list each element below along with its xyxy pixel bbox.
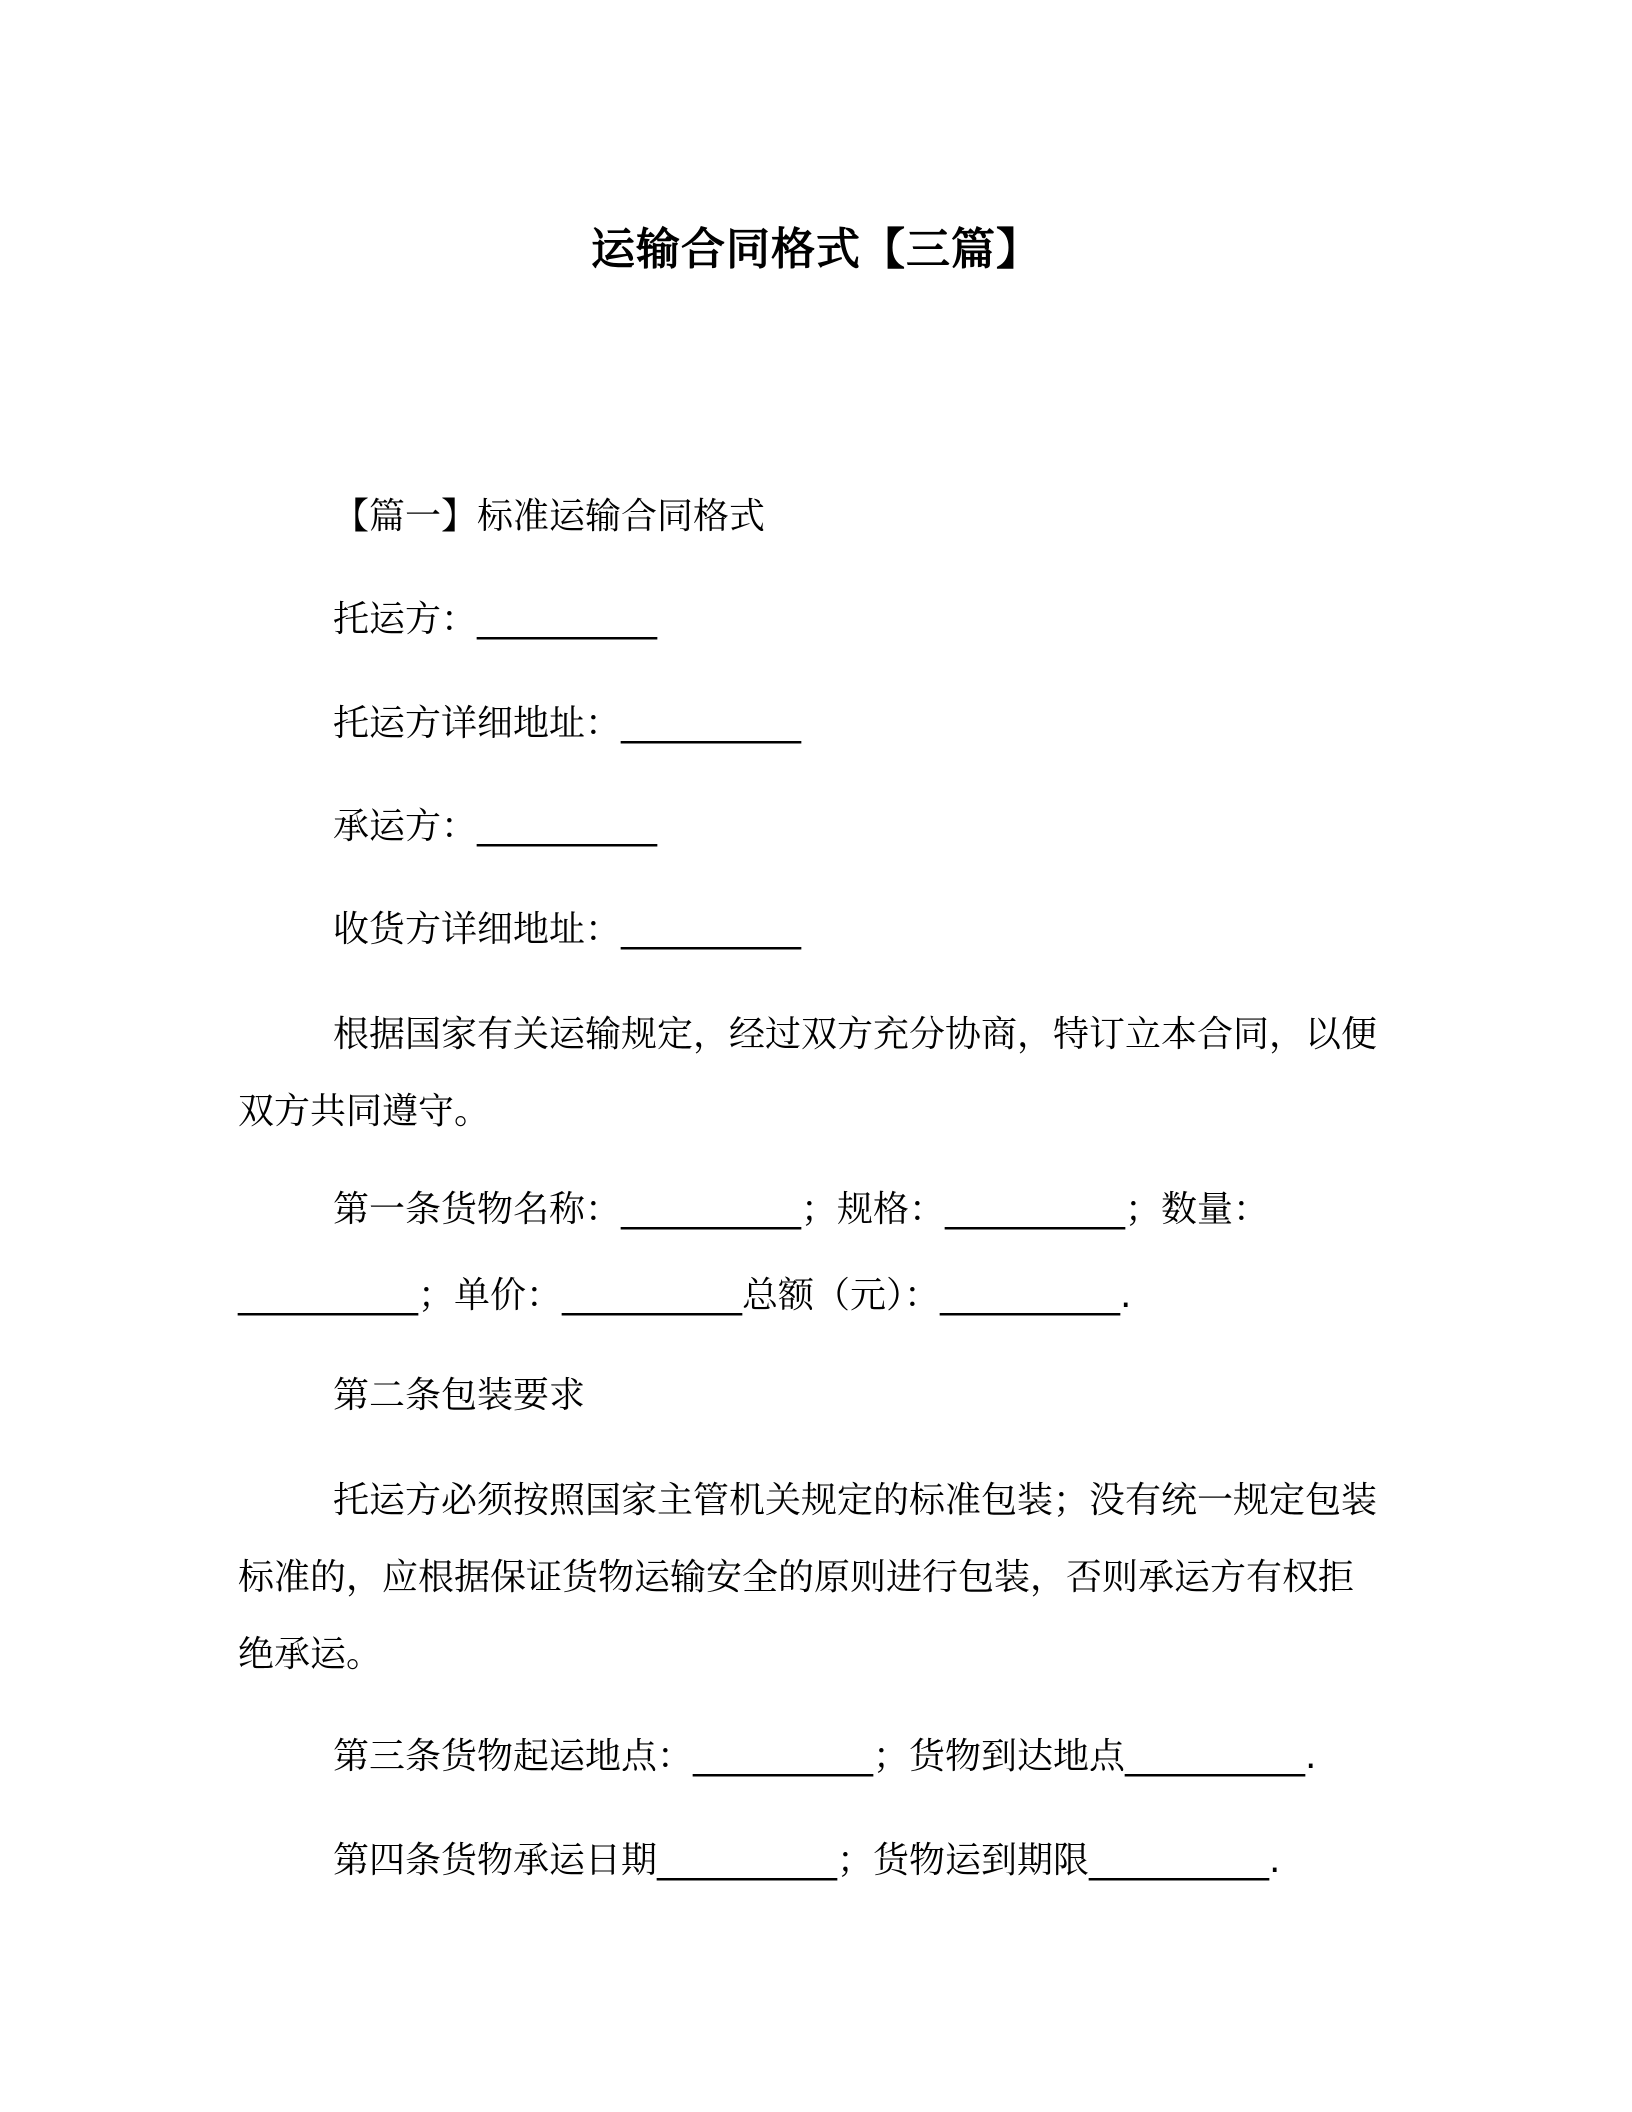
consignor-address-line: 托运方详细地址：__________: [333, 703, 802, 744]
consignor-line: 托运方：__________: [333, 599, 658, 640]
section-heading: 【篇一】标准运输合同格式: [333, 496, 766, 537]
carrier-line: 承运方：__________: [333, 806, 658, 847]
article2-paragraph: 托运方必须按照国家主管机关规定的标准包装；没有统一规定包装标准的，应根据保证货物运输安全的原则进行包装，否则承运方有权拒绝承运。: [238, 1480, 1378, 1675]
article4-line: 第四条货物承运日期__________；货物运到期限__________.: [333, 1840, 1281, 1881]
preamble-paragraph: 根据国家有关运输规定，经过双方充分协商，特订立本合同，以便双方共同遵守。: [238, 1014, 1378, 1132]
article1-line1: 第一条货物名称：__________；规格：__________；数量：: [333, 1189, 1270, 1230]
document-title: 运输合同格式【三篇】: [591, 224, 1041, 275]
article1-line2: __________；单价：__________总额（元）：__________.: [238, 1275, 1132, 1316]
consignee-address-line: 收货方详细地址：__________: [333, 909, 802, 950]
article2-heading: 第二条包装要求: [333, 1375, 586, 1416]
article3-line: 第三条货物起运地点：__________；货物到达地点__________.: [333, 1736, 1317, 1777]
